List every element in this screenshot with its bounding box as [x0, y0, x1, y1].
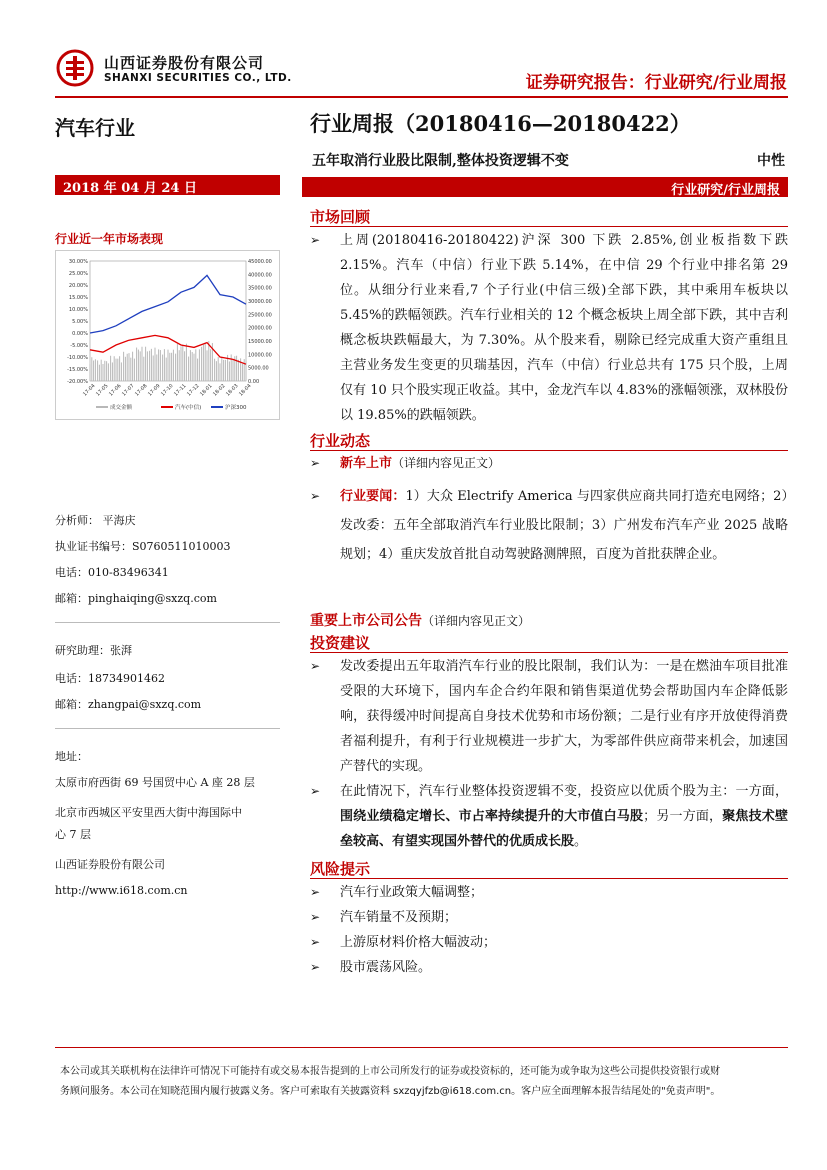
- y-right-tick-label: 15000.00: [248, 339, 272, 345]
- risk-item: ➢ 上游原材料价格大幅波动；: [310, 930, 788, 955]
- x-tick-label: 18-01: [199, 383, 214, 398]
- detail-note: （详细内容见正文）: [392, 456, 501, 470]
- arrow-bullet-icon: ➢: [310, 659, 321, 673]
- key-news-link[interactable]: 行业要闻：: [340, 489, 406, 504]
- legend-label: 汽车(中信): [175, 405, 202, 411]
- announcements-link[interactable]: 重要上市公司公告: [310, 613, 422, 629]
- arrow-bullet-icon: ➢: [310, 233, 321, 247]
- section-investment: 投资建议: [310, 634, 371, 652]
- y-left-tick-label: -5.00%: [70, 343, 88, 349]
- section-divider: [310, 226, 788, 227]
- page-title: 行业周报（20180416—20180422）: [310, 111, 691, 136]
- investment-point-2: ➢ 在此情况下，汽车行业整体投资逻辑不变，投资应以优质个股为主：一方面，围绕业绩稳定增长、市占率持续提升的大市值白马股；另一方面，聚焦技术壁垒较高、有望实现国外替代的优质成长股。: [310, 779, 788, 854]
- company-logo-icon: [55, 48, 95, 88]
- arrow-bullet-icon: ➢: [310, 885, 321, 899]
- x-tick-label: 17-06: [108, 383, 123, 398]
- y-left-tick-label: 10.00%: [68, 307, 88, 313]
- y-right-tick-label: 40000.00: [248, 272, 272, 279]
- new-car-link[interactable]: 新车上市: [340, 456, 393, 471]
- address-beijing-cont: 心 7 层: [55, 828, 91, 841]
- rating: 中性: [757, 153, 785, 169]
- company-name: 山西证券股份有限公司: [55, 858, 165, 871]
- footer-divider: [55, 1047, 788, 1048]
- detail-note: （详细内容见正文）: [422, 614, 531, 628]
- y-left-tick-label: 5.00%: [72, 319, 88, 325]
- risk-item: ➢ 汽车销量不及预期；: [310, 905, 788, 930]
- y-left-tick-label: 20.00%: [68, 283, 88, 289]
- y-right-tick-label: 35000.00: [248, 285, 272, 292]
- company-name-cn: 山西证券股份有限公司: [104, 54, 265, 72]
- section-industry-news: 行业动态: [310, 432, 371, 450]
- y-left-tick-label: 30.00%: [68, 259, 88, 265]
- x-tick-label: 18-04: [238, 383, 253, 398]
- risk-item: ➢ 汽车行业政策大幅调整；: [310, 880, 788, 905]
- arrow-bullet-icon: ➢: [310, 960, 321, 974]
- x-tick-label: 17-04: [82, 383, 97, 398]
- legend-label: 沪深300: [225, 405, 247, 411]
- company-name-en: SHANXI SECURITIES CO., LTD.: [104, 72, 292, 84]
- x-tick-label: 17-08: [134, 383, 149, 398]
- announcements-heading: [310, 610, 530, 630]
- report-date: 2018 年 04 月 24 日: [55, 175, 280, 195]
- section-divider: [310, 652, 788, 653]
- investment-point-1: ➢ 发改委提出五年取消汽车行业的股比限制，我们认为：一是在燃油车项目批准受限的大环境下，国内车企合约年限和销售渠道优势会帮助国内车企降低影响，获得缓冲时间提高自身技术优势和市场份额；二是行业有序开放使得消费者福利提升，有利于行业规模进一步扩大，为零部件供应商带来机会，加速国产替代的实现。: [310, 654, 788, 779]
- y-left-tick-label: -10.00%: [67, 355, 88, 361]
- y-right-tick-label: 10000.00: [248, 352, 272, 359]
- x-tick-label: 17-09: [147, 383, 162, 398]
- disclaimer-line: 务顾问服务。本公司在知晓范围内履行披露义务。客户可索取有关披露资料 sxzqyjfzb@i618.com.cn。客户应全面理解本报告结尾处的"免责声明"。: [60, 1086, 721, 1097]
- section-market-review: 市场回顾: [310, 208, 371, 226]
- arrow-bullet-icon: ➢: [310, 489, 321, 503]
- divider: [55, 728, 280, 729]
- disclaimer: [60, 1062, 790, 1102]
- header-divider: [55, 96, 788, 98]
- assistant-email[interactable]: 邮箱：zhangpai@sxzq.com: [55, 698, 202, 711]
- address-taiyuan: 太原市府西街 69 号国贸中心 A 座 28 层: [55, 776, 255, 789]
- arrow-bullet-icon: ➢: [310, 935, 321, 949]
- x-tick-label: 18-03: [225, 383, 240, 398]
- arrow-bullet-icon: ➢: [310, 456, 321, 470]
- analyst: 分析师： 平海庆: [55, 514, 136, 527]
- y-left-tick-label: -15.00%: [67, 367, 88, 373]
- market-chart: [55, 250, 280, 420]
- y-right-tick-label: 5000.00: [248, 365, 269, 372]
- y-right-tick-label: 30000.00: [248, 299, 272, 305]
- market-chart-svg: [56, 251, 279, 419]
- divider: [55, 622, 280, 623]
- chart-title: 行业近一年市场表现: [55, 232, 164, 246]
- key-news-item: [310, 482, 788, 569]
- legend-label: 成交金额: [110, 405, 133, 411]
- y-right-tick-label: 25000.00: [248, 312, 272, 319]
- x-tick-label: 17-10: [160, 383, 175, 398]
- y-left-tick-label: 25.00%: [68, 271, 88, 277]
- x-tick-label: 17-05: [95, 383, 110, 398]
- report-type: 证券研究报告：行业研究/行业周报: [525, 73, 787, 93]
- assistant: 研究助理：张湃: [55, 644, 132, 657]
- market-review-text: ➢ 上周(20180416-20180422)沪深 300 下跌 2.85%,创业板指数下跌 2.15%。汽车（中信）行业下跌 5.14%，在中信 29 个行业中排名第 29 位。从细分行业来看,7 个子行业(中信三级)全部下跌，其中乘用车板块以 5.45%的跌幅领跌。汽车行业相关的 12 个概念板块上周全部下跌，其中吉利概念板块跌幅最大，为 7.30%。从个股来看，剔除已经完成重大资产重组且主营业务发生变更的贝瑞基因，汽车（中信）行业总共有 175 只个股，上周仅有 10 只个股实现正收益。其中，金龙汽车以 4.83%的涨幅领涨，双林股份以 19.85%的跌幅领跌。: [310, 228, 788, 428]
- industry-title: 汽车行业: [55, 116, 135, 140]
- key-news-text: 1）大众 Electrify America 与四家供应商共同打造充电网络；2）发改委：五年全部取消汽车行业股比限制；3）广州发布汽车产业 2025 战略规划；4）重庆发放首批自动驾驶路测牌照，百度为首批获牌企业。: [340, 489, 788, 562]
- report-category: 行业研究/行业周报: [302, 177, 788, 197]
- y-right-tick-label: 20000.00: [248, 325, 272, 332]
- hs300-line: [90, 275, 246, 333]
- website-link[interactable]: http://www.i618.com.cn: [55, 884, 188, 897]
- x-tick-label: 17-11: [173, 383, 188, 398]
- disclaimer-line: 本公司或其关联机构在法律许可情况下可能持有或交易本报告提到的上市公司所发行的证券或投资标的，还可能为或争取为这些公司提供投资银行或财: [60, 1066, 720, 1077]
- y-right-tick-label: 45000.00: [248, 259, 272, 265]
- license: 执业证书编号：S0760511010003: [55, 540, 231, 553]
- address-beijing: 北京市西城区平安里西大街中海国际中: [55, 806, 242, 819]
- y-right-tick-label: 0.00: [248, 379, 260, 385]
- new-car-item: [310, 451, 788, 476]
- x-tick-label: 17-12: [186, 383, 201, 398]
- section-divider: [310, 878, 788, 879]
- assistant-phone: 电话：18734901462: [55, 672, 165, 685]
- risk-item: ➢ 股市震荡风险。: [310, 955, 788, 980]
- y-left-tick-label: 15.00%: [68, 295, 88, 301]
- section-risk: 风险提示: [310, 860, 371, 878]
- analyst-email[interactable]: 邮箱：pinghaiqing@sxzq.com: [55, 592, 217, 605]
- report-subtitle: 五年取消行业股比限制,整体投资逻辑不变: [312, 153, 569, 169]
- x-tick-label: 17-07: [121, 383, 136, 398]
- x-tick-label: 18-02: [212, 383, 227, 398]
- y-left-tick-label: 0.00%: [72, 331, 88, 337]
- y-left-tick-label: -20.00%: [67, 379, 88, 385]
- analyst-phone: 电话：010-83496341: [55, 566, 169, 579]
- arrow-bullet-icon: ➢: [310, 910, 321, 924]
- address-label: 地址：: [55, 750, 88, 763]
- arrow-bullet-icon: ➢: [310, 784, 321, 798]
